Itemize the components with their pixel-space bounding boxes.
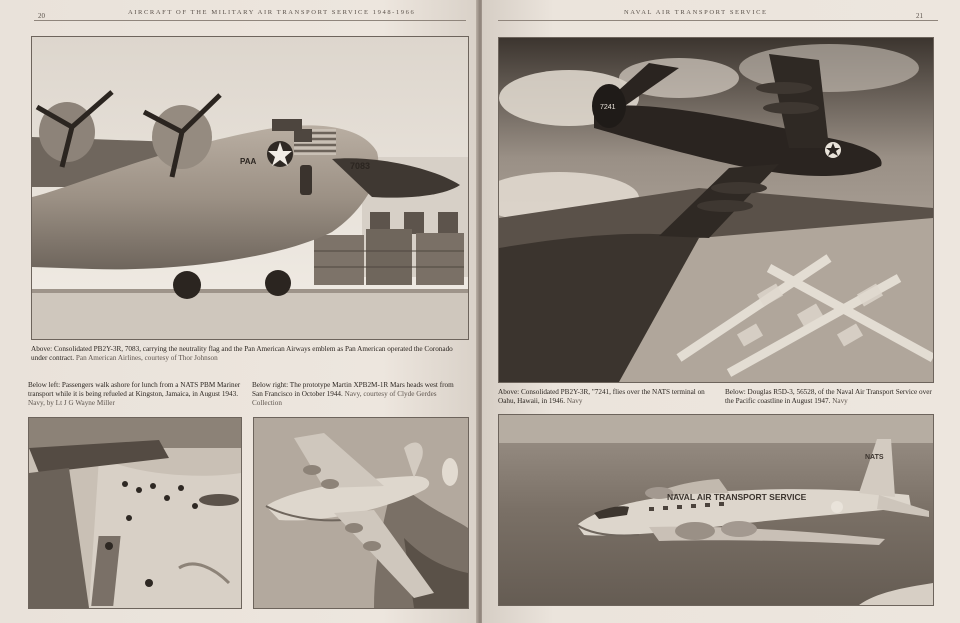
bottom-left-caption <box>28 381 242 409</box>
coronado-oahu-illustration <box>499 38 933 382</box>
right-page-number: 21 <box>916 12 923 20</box>
mariner-kingston-illustration <box>29 418 241 608</box>
right-page <box>482 0 960 623</box>
mars-flight-illustration <box>254 418 468 608</box>
r5d-flight-illustration <box>499 415 933 605</box>
coronado-oahu-photo <box>498 37 934 383</box>
coronado-serial: 7083 <box>350 161 371 171</box>
oahu-caption-credit: Navy <box>566 397 583 406</box>
r5d-caption <box>725 388 937 406</box>
oahu-caption-text: Above: Consolidated PB2Y-3R, "7241, flies over the NATS terminal on Oahu, Hawaii, in 1946. <box>498 388 705 406</box>
left-page-number: 20 <box>38 12 45 20</box>
bottom-left-caption-credit: Navy, by Lt J G Wayne Miller <box>28 399 115 408</box>
coronado-ground-photo <box>31 36 469 340</box>
bottom-right-caption-text: Below right: The prototype Martin XPB2M-1R Mars heads west from San Francisco in October 1944. <box>252 381 454 399</box>
bottom-right-caption-credit: Navy, courtesy of Clyde Gerdes Collection <box>252 390 437 408</box>
main-photo-caption <box>31 345 467 363</box>
fuselage-lettering: NAVAL AIR TRANSPORT SERVICE <box>667 492 807 502</box>
right-header-rule <box>498 20 938 21</box>
r5d-caption-credit: Navy <box>832 397 848 406</box>
left-page <box>0 0 478 623</box>
main-caption-credit: Pan American Airlines, courtesy of Thor Johnson <box>75 354 218 363</box>
main-caption-text: Above: Consolidated PB2Y-3R, 7083, carrying the neutrality flag and the Pan American Airways emblem as Pan American operated the Coronado under contract. <box>31 345 453 363</box>
left-running-head: AIRCRAFT OF THE MILITARY AIR TRANSPORT SERVICE 1948-1966 <box>128 9 416 16</box>
r5d-caption-text: Below: Douglas R5D-3, 56528, of the Naval Air Transport Service over the Pacific coastline in August 1947. <box>725 388 932 406</box>
oahu-caption <box>498 388 708 406</box>
right-running-head: NAVAL AIR TRANSPORT SERVICE <box>624 9 768 16</box>
coronado-ground-illustration <box>32 37 468 339</box>
mariner-kingston-photo <box>28 417 242 609</box>
mars-flight-photo <box>253 417 469 609</box>
tail-lettering: NATS <box>865 454 884 461</box>
paa-emblem: PAA <box>240 157 257 166</box>
bottom-left-caption-text: Below left: Passengers walk ashore for lunch from a NATS PBM Mariner transport while it is being refueled at Kingston, Jamaica, in August 1943. <box>28 381 241 399</box>
oahu-serial: 7241 <box>600 104 616 111</box>
r5d-flight-photo <box>498 414 934 606</box>
left-header-rule <box>34 20 466 21</box>
bottom-right-caption <box>252 381 466 409</box>
